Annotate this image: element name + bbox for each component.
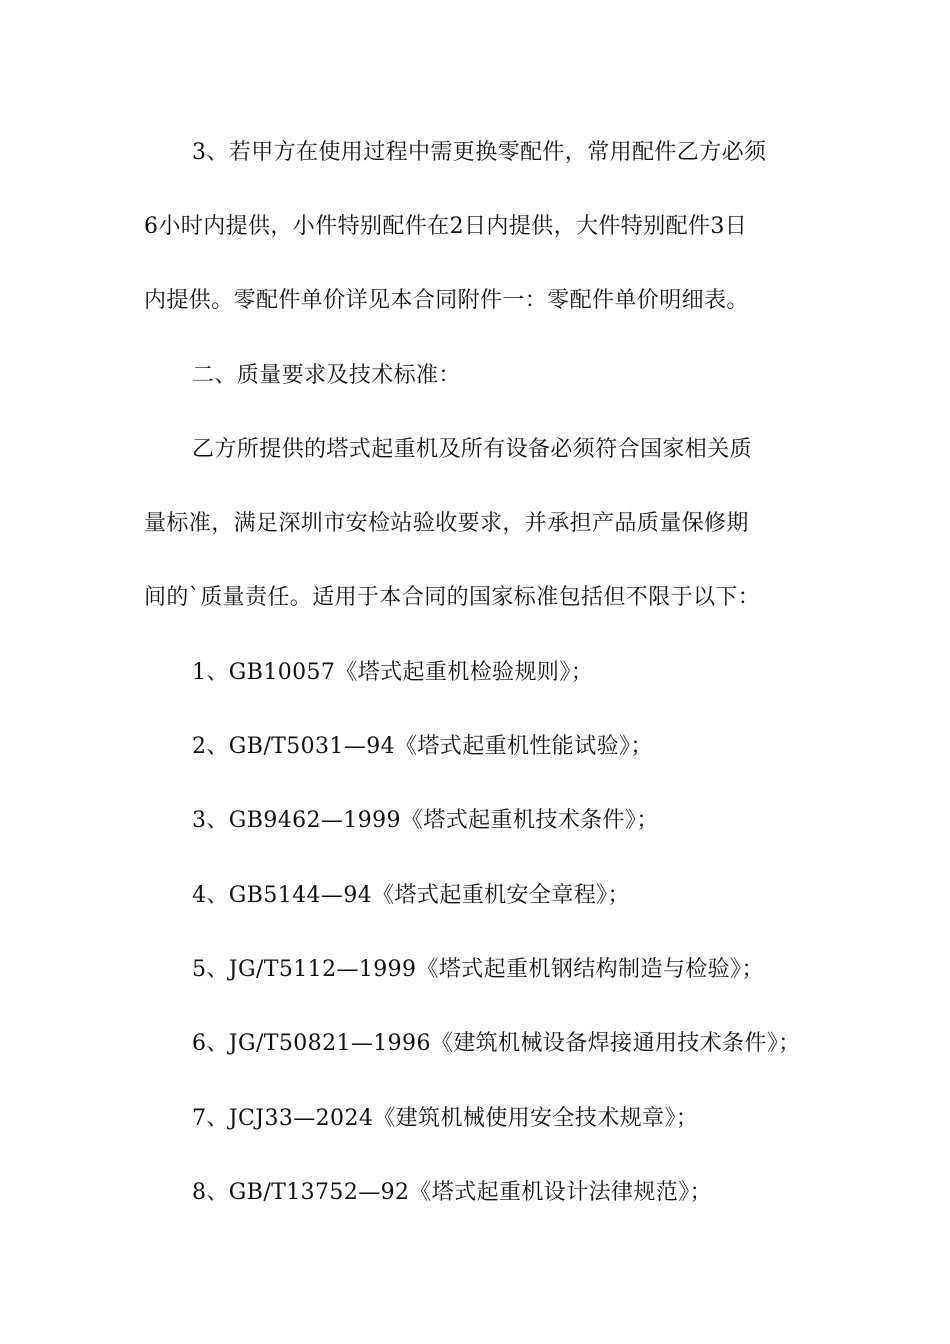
paragraph-line-7: 间的`质量责任。适用于本合同的国家标准包括但不限于以下： (144, 585, 761, 610)
standard-item-4: 4、GB5144—94《塔式起重机安全章程》； (192, 883, 630, 908)
paragraph-line-3: 内提供。零配件单价详见本合同附件一：零配件单价明细表。 (144, 288, 749, 313)
paragraph-line-6: 量标准，满足深圳市安检站验收要求，并承担产品质量保修期 (144, 511, 749, 536)
standard-item-1: 1、GB10057《塔式起重机检验规则》； (192, 660, 594, 685)
paragraph-line-2: 6小时内提供，小件特别配件在2日内提供，大件特别配件3日 (144, 214, 748, 239)
paragraph-line-1: 3、若甲方在使用过程中需更换零配件，常用配件乙方必须 (192, 140, 767, 165)
standard-item-3: 3、GB9462—1999《塔式起重机技术条件》； (192, 808, 659, 833)
section-heading: 二、质量要求及技术标准： (192, 363, 461, 388)
standard-item-5: 5、JG/T5112—1999《塔式起重机钢结构制造与检验》； (192, 957, 764, 982)
standard-item-8: 8、GB/T13752—92《塔式起重机设计法律规范》； (192, 1180, 713, 1205)
standard-item-6: 6、JG/T50821—1996《建筑机械设备焊接通用技术条件》； (192, 1031, 801, 1056)
standard-item-7: 7、JCJ33—2024《建筑机械使用安全技术规章》； (192, 1106, 699, 1131)
standard-item-2: 2、GB/T5031—94《塔式起重机性能试验》； (192, 734, 653, 759)
paragraph-line-5: 乙方所提供的塔式起重机及所有设备必须符合国家相关质 (192, 437, 753, 462)
